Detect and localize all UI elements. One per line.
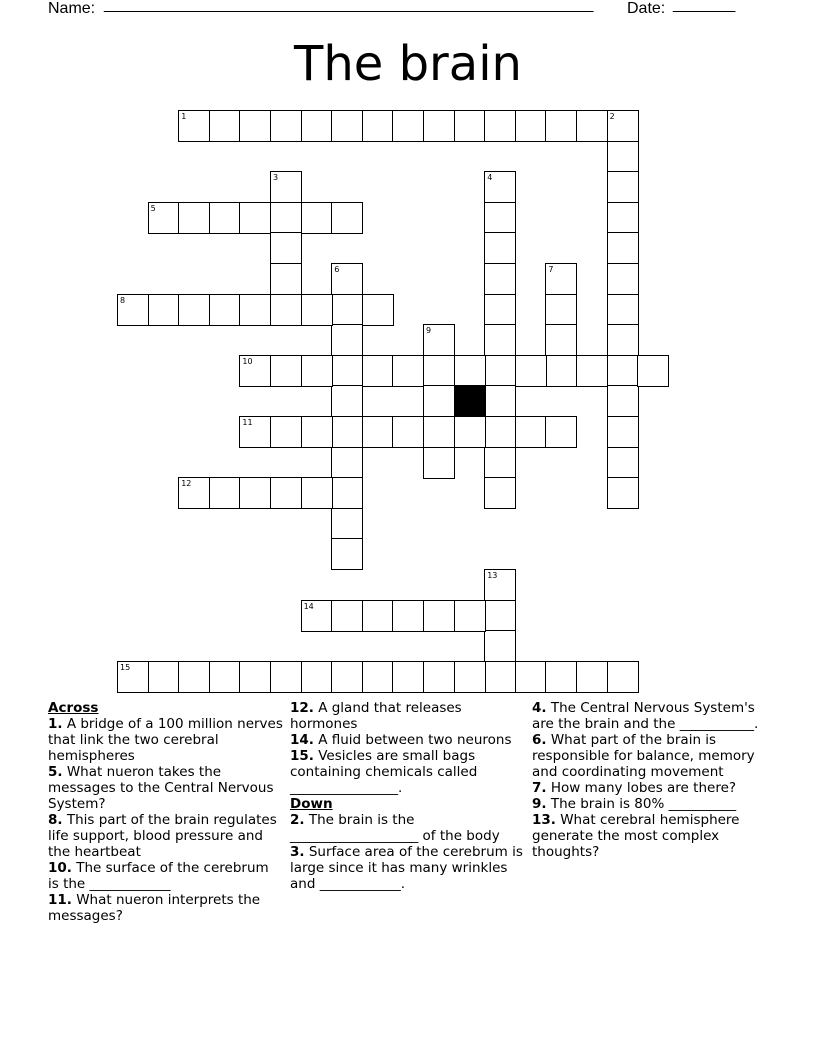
grid-cell[interactable] [607,385,639,417]
grid-cell[interactable] [607,110,639,142]
grid-cell[interactable] [454,600,486,632]
clue-item-number: 6. [532,732,547,748]
grid-cell[interactable] [270,110,302,142]
clue-number: 6 [334,265,340,274]
name-line: _______________________________________________________ [104,0,594,13]
grid-cell[interactable] [484,324,516,356]
grid-cell[interactable] [423,355,455,387]
grid-cell[interactable] [515,661,547,693]
grid-cell[interactable] [331,324,363,356]
grid-cell[interactable] [545,355,577,387]
grid-cell[interactable] [607,416,639,448]
clue-item [532,780,767,796]
clue-item-text: The Central Nervous System's are the brain and the ___________. [532,700,759,732]
clue-item [532,796,767,812]
grid-cell[interactable] [301,294,333,326]
grid-cell[interactable] [270,202,302,234]
grid-cell[interactable] [239,355,271,387]
clue-number: 3 [273,173,279,183]
grid-cell[interactable] [239,110,271,142]
grid-cell[interactable] [301,600,333,632]
clue-item-number: 8. [48,812,63,828]
grid-cell[interactable] [301,355,333,387]
grid-cell[interactable] [515,355,547,387]
clue-item-number: 11. [48,892,72,908]
grid-cell[interactable] [545,110,577,142]
grid-cell[interactable] [423,385,455,417]
grid-cell[interactable] [484,630,516,662]
grid-cell[interactable] [392,416,424,448]
clue-item [48,892,283,924]
grid-cell[interactable] [607,232,639,264]
clue-number: 8 [120,295,126,305]
date-label: Date: [627,0,670,17]
page-title: The brain [294,36,522,92]
grid-cell[interactable] [331,294,363,326]
grid-cell[interactable] [392,355,424,387]
clue-number: 11 [242,418,253,427]
clue-number: 9 [426,326,432,336]
clue-item-text: What part of the brain is responsible for balance, memory and coordinating movement [532,732,755,780]
down-clue-list [290,812,525,892]
clue-item-text: This part of the brain regulates life support, blood pressure and the heartbeat [48,812,277,860]
clue-item [532,700,767,732]
clue-item-text: A fluid between two neurons [313,732,512,748]
clues-column-1 [48,700,283,924]
grid-cell[interactable] [607,141,639,173]
clue-item-text: What nueron takes the messages to the Central Nervous System? [48,764,274,812]
grid-cell[interactable] [545,324,577,356]
grid-cell[interactable] [545,661,577,693]
grid-cell[interactable] [362,110,394,142]
clue-item [532,812,767,860]
grid-cell[interactable] [484,416,516,448]
grid-cell[interactable] [331,538,363,570]
clue-item [290,732,525,748]
grid-cell[interactable] [209,294,241,326]
clue-number: 15 [120,662,131,672]
grid-cell[interactable] [331,661,363,693]
grid-cell[interactable] [607,294,639,326]
grid-cell[interactable] [117,294,149,326]
grid-cell[interactable] [392,110,424,142]
across-heading: Across [48,700,99,716]
grid-cell[interactable] [148,661,180,693]
grid-cell[interactable] [637,355,669,387]
grid-cell[interactable] [484,355,516,387]
clue-number: 1 [181,112,187,121]
grid-cell[interactable] [301,202,333,234]
grid-cell[interactable] [331,416,363,448]
name-label: Name: [48,0,100,17]
grid-cell[interactable] [576,661,608,693]
black-cell [454,385,486,417]
grid-cell[interactable] [270,661,302,693]
grid-cell[interactable] [484,600,516,632]
grid-cell[interactable] [239,661,271,693]
clue-item-text: The brain is 80% __________ [546,796,737,812]
date-line: _______ [673,0,736,13]
grid-cell[interactable] [301,661,333,693]
grid-cell[interactable] [301,416,333,448]
grid-cell[interactable] [301,477,333,509]
clue-number: 13 [487,571,498,580]
grid-cell[interactable] [331,447,363,479]
grid-cell[interactable] [270,294,302,326]
grid-cell[interactable] [209,202,241,234]
grid-cell[interactable] [607,447,639,479]
grid-cell[interactable] [484,232,516,264]
grid-cell[interactable] [148,202,180,234]
grid-cell[interactable] [178,110,210,142]
clue-item-number: 10. [48,860,72,876]
clue-item-text: A bridge of a 100 million nerves that link the two cerebral hemispheres [48,716,283,764]
grid-cell[interactable] [270,477,302,509]
grid-cell[interactable] [331,202,363,234]
clue-item [290,748,525,796]
clue-item-number: 4. [532,700,547,716]
down-heading: Down [290,796,333,812]
grid-cell[interactable] [301,110,333,142]
grid-cell[interactable] [454,661,486,693]
grid-cell[interactable] [331,508,363,540]
grid-cell[interactable] [178,661,210,693]
grid-cell[interactable] [362,294,394,326]
clue-item-text: How many lobes are there? [546,780,737,796]
grid-cell[interactable] [484,294,516,326]
grid-cell[interactable] [331,385,363,417]
grid-cell[interactable] [484,171,516,203]
clues-column-3 [532,700,767,860]
grid-cell[interactable] [423,416,455,448]
grid-cell[interactable] [270,263,302,295]
clue-item [48,764,283,812]
grid-cell[interactable] [178,477,210,509]
grid-cell[interactable] [484,661,516,693]
clue-item [290,812,525,844]
clue-item-text: Vesicles are small bags containing chemicals called ________________. [290,748,478,796]
clues-column-2 [290,700,525,892]
grid-cell[interactable] [607,202,639,234]
grid-cell[interactable] [484,569,516,601]
clue-item-text: Surface area of the cerebrum is large since it has many wrinkles and ____________. [290,844,523,892]
clue-number: 2 [609,112,615,121]
clue-number: 10 [242,356,253,366]
grid-cell[interactable] [607,171,639,203]
grid-cell[interactable] [331,263,363,295]
clue-item-text: The surface of the cerebrum is the ____________ [48,860,269,892]
grid-cell[interactable] [209,477,241,509]
grid-cell[interactable] [178,202,210,234]
grid-cell[interactable] [484,477,516,509]
clue-item [48,716,283,764]
grid-cell[interactable] [148,294,180,326]
grid-cell[interactable] [209,110,241,142]
grid-cell[interactable] [239,477,271,509]
clue-number: 7 [548,265,554,274]
grid-cell[interactable] [178,294,210,326]
grid-cell[interactable] [545,263,577,295]
clue-number: 5 [150,203,156,213]
clue-number: 14 [303,601,314,611]
clue-item-number: 3. [290,844,305,860]
clue-number: 12 [181,479,192,489]
clue-item [532,732,767,780]
grid-cell[interactable] [607,477,639,509]
grid-cell[interactable] [331,477,363,509]
grid-cell[interactable] [392,600,424,632]
across-clue-list-continued [290,700,525,796]
grid-cell[interactable] [484,447,516,479]
across-clue-list [48,716,283,924]
clue-number: 4 [487,173,493,183]
clue-item-number: 7. [532,780,547,796]
clue-item [48,860,283,892]
grid-cell[interactable] [239,294,271,326]
grid-cell[interactable] [423,110,455,142]
grid-cell[interactable] [209,661,241,693]
clue-item-number: 14. [290,732,314,748]
grid-cell[interactable] [454,110,486,142]
down-clue-list-continued [532,700,767,860]
grid-cell[interactable] [515,110,547,142]
clue-item [290,844,525,892]
grid-cell[interactable] [484,385,516,417]
grid-cell[interactable] [362,600,394,632]
grid-cell[interactable] [484,202,516,234]
clue-item-number: 5. [48,764,63,780]
grid-cell[interactable] [423,600,455,632]
grid-cell[interactable] [392,661,424,693]
grid-cell[interactable] [270,355,302,387]
grid-cell[interactable] [362,416,394,448]
grid-cell[interactable] [484,110,516,142]
grid-cell[interactable] [576,110,608,142]
grid-cell[interactable] [484,263,516,295]
grid-cell[interactable] [331,355,363,387]
grid-cell[interactable] [454,355,486,387]
grid-cell[interactable] [423,661,455,693]
grid-cell[interactable] [607,263,639,295]
grid-cell[interactable] [607,661,639,693]
grid-cell[interactable] [362,355,394,387]
clue-item-text: The brain is the ___________________ of the body [290,812,500,844]
grid-cell[interactable] [362,661,394,693]
grid-cell[interactable] [545,294,577,326]
clue-item [290,700,525,732]
grid-cell[interactable] [607,324,639,356]
clue-item-number: 1. [48,716,63,732]
clue-item-number: 9. [532,796,547,812]
clue-item [48,812,283,860]
grid-cell[interactable] [270,416,302,448]
grid-cell[interactable] [331,600,363,632]
grid-cell[interactable] [515,416,547,448]
grid-cell[interactable] [423,324,455,356]
grid-cell[interactable] [423,447,455,479]
grid-cell[interactable] [239,202,271,234]
clue-item-number: 12. [290,700,314,716]
grid-cell[interactable] [607,355,639,387]
grid-cell[interactable] [270,232,302,264]
clue-item-number: 2. [290,812,305,828]
clue-item-text: What nueron interprets the messages? [48,892,261,924]
grid-cell[interactable] [545,416,577,448]
clue-item-number: 15. [290,748,314,764]
clue-item-text: What cerebral hemisphere generate the most complex thoughts? [532,812,740,860]
clue-item-number: 13. [532,812,556,828]
grid-cell[interactable] [117,661,149,693]
grid-cell[interactable] [576,355,608,387]
grid-cell[interactable] [239,416,271,448]
grid-cell[interactable] [270,171,302,203]
clue-item-text: A gland that releases hormones [290,700,462,732]
grid-cell[interactable] [454,416,486,448]
grid-cell[interactable] [331,110,363,142]
